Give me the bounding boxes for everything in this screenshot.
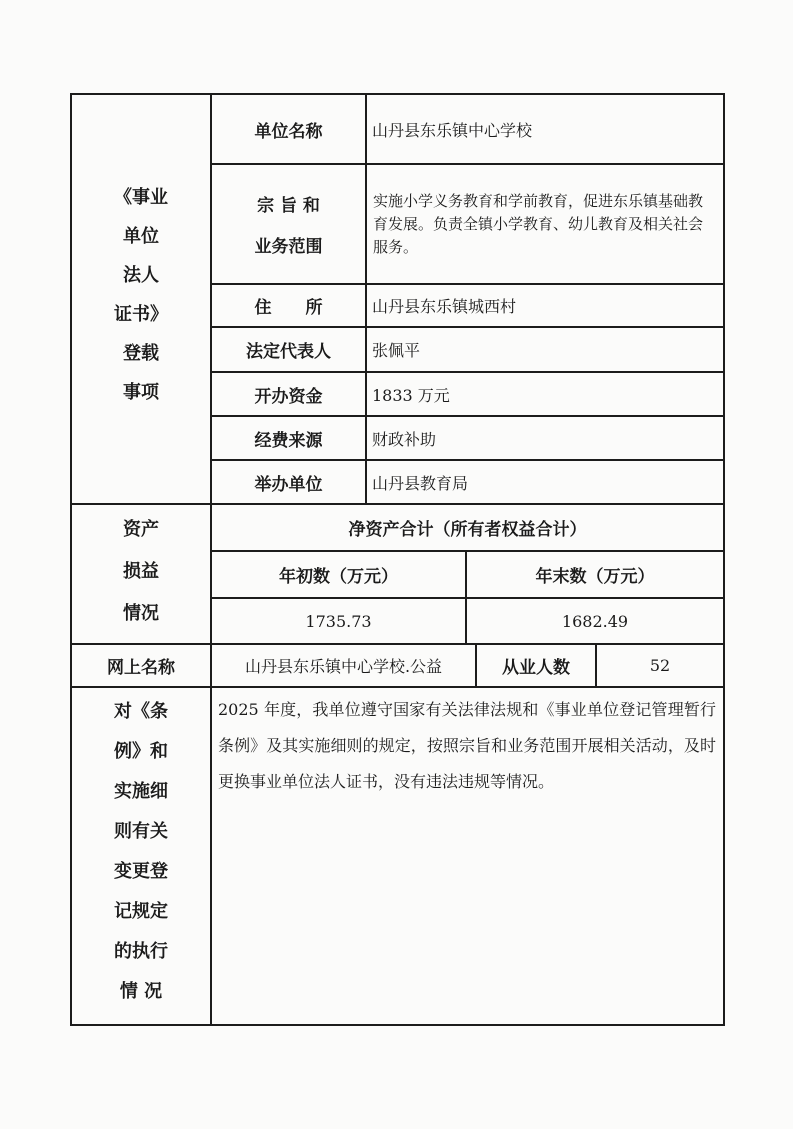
purpose-value: 实施小学义务教育和学前教育，促进东乐镇基础教育发展。负责全镇小学教育、幼儿教育及相关社会服务。 <box>373 192 704 256</box>
legal-rep-value: 张佩平 <box>372 341 421 360</box>
online-name-label: 网上名称 <box>107 658 175 678</box>
capital-value: 1833 万元 <box>372 385 450 405</box>
begin-year-label: 年初数（万元） <box>279 567 398 587</box>
assets-section-label: 资产 损益 情况 <box>123 519 159 624</box>
end-year-value: 1682.49 <box>561 611 629 631</box>
registration-section-label: 《事业 单位 法人 证书》 登载 事项 <box>114 187 168 403</box>
legal-rep-label: 法定代表人 <box>246 342 331 362</box>
sponsor-label: 举办单位 <box>254 474 323 495</box>
address-value: 山丹县东乐镇城西村 <box>372 297 517 316</box>
staff-count-value: 52 <box>649 656 671 675</box>
begin-year-value: 1735.73 <box>305 611 372 631</box>
address-label: 住 所 <box>254 298 323 318</box>
sponsor-value: 山丹县教育局 <box>372 473 469 493</box>
purpose-label: 宗 旨 和 业务范围 <box>254 196 323 257</box>
table-border-right <box>723 93 725 1026</box>
online-name-value: 山丹县东乐镇中心学校.公益 <box>244 657 443 676</box>
table-border-bottom <box>70 1024 725 1026</box>
funding-value: 财政补助 <box>372 429 437 449</box>
funding-label: 经费来源 <box>254 430 323 451</box>
unit-name-value: 山丹县东乐镇中心学校 <box>372 120 533 140</box>
section-divider <box>70 686 725 688</box>
compliance-section-label: 对《条 例》和 实施细 则有关 变更登 记规定 的执行 情 况 <box>114 701 168 1002</box>
capital-label: 开办资金 <box>254 386 323 407</box>
net-assets-header: 净资产合计（所有者权益合计） <box>348 520 587 540</box>
staff-count-label: 从业人数 <box>502 658 570 678</box>
end-year-label: 年末数（万元） <box>535 567 655 587</box>
compliance-text: 2025 年度，我单位遵守国家有关法律法规和《事业单位登记管理暂行条例》及其实施细则的规定，按照宗旨和业务范围开展相关活动，及时更换事业单位法人证书，没有违法违规等情况。 <box>218 700 716 791</box>
unit-name-label: 单位名称 <box>254 121 323 142</box>
column-divider <box>365 93 367 505</box>
